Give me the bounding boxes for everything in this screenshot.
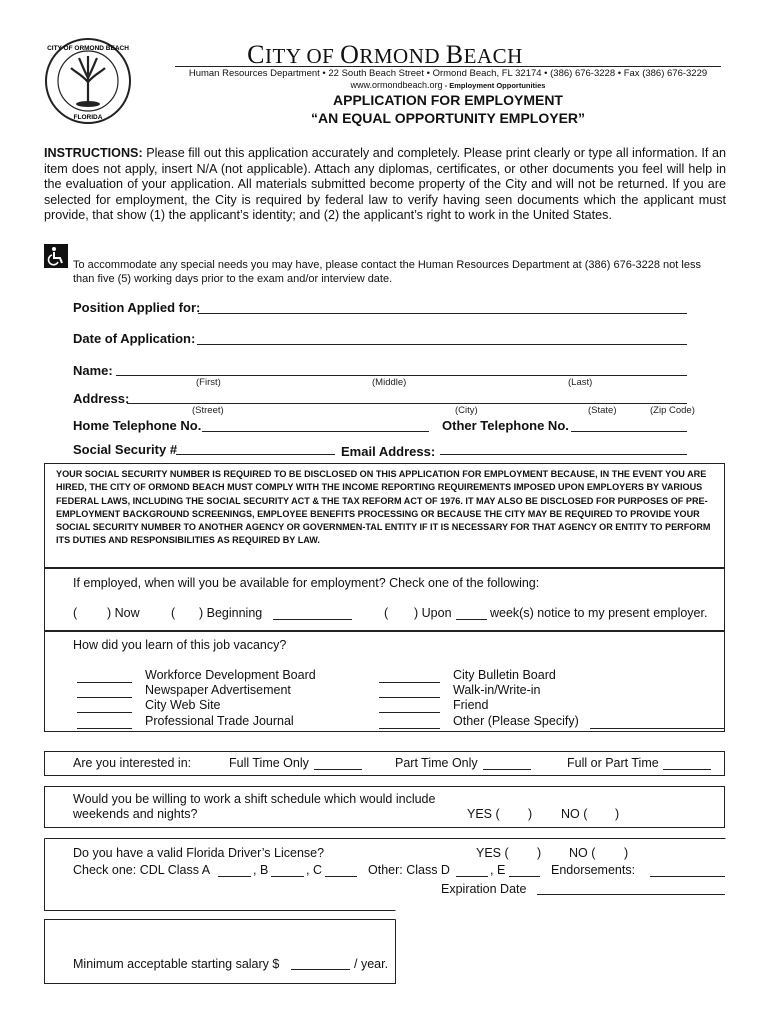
address-label: Address: <box>73 391 130 406</box>
now-open-paren: ( <box>73 606 78 620</box>
cdl-class-a-field[interactable] <box>218 876 251 877</box>
shift-yes-close: ) <box>528 807 533 821</box>
class-e-label: , E <box>490 863 506 877</box>
availability-question: If employed, when will you be available for employment? Check one of the following: <box>73 576 540 590</box>
license-yes-checkbox[interactable]: YES ( <box>476 846 509 860</box>
home-phone-label: Home Telephone No. <box>73 418 202 433</box>
beginning-checkbox[interactable]: ) Beginning <box>199 606 263 620</box>
website-link[interactable]: www.ormondbeach.org <box>350 80 443 90</box>
beginning-open-paren: ( <box>171 606 176 620</box>
vacancy-option: Newspaper Advertisement <box>145 683 291 697</box>
vacancy-option: Other (Please Specify) <box>453 714 579 728</box>
ssn-label: Social Security # <box>73 442 178 457</box>
instructions: INSTRUCTIONS: Please fill out this application accurately and completely. Please print clearly or type all information. If an item does not apply, insert N/A (not applicable). Attach any diplomas, certificates, or other documents you feel will help in the evaluation of your application. All materials submitted become property of the City and will not be returned. If you are selected for employment, the City is required by federal law to verify having seen documents which the applicant must provide, that show (1) the applicant’s identity; and (2) the applicant’s right to work in the United States. <box>44 146 726 223</box>
vacancy-option: City Web Site <box>145 698 221 712</box>
vacancy-option: Friend <box>453 698 489 712</box>
either-option: Full or Part Time <box>567 756 659 770</box>
shift-question: Would you be willing to work a shift schedule which would include <box>73 792 436 806</box>
shift-question-2: weekends and nights? <box>73 807 198 821</box>
cdl-class-b-field[interactable] <box>271 876 304 877</box>
upon-checkbox[interactable]: ) Upon <box>414 606 452 620</box>
salary-label: Minimum acceptable starting salary $ <box>73 957 280 971</box>
vacancy-question: How did you learn of this job vacancy? <box>73 638 287 652</box>
part-time-option: Part Time Only <box>395 756 478 770</box>
cdl-label: Check one: CDL Class A <box>73 863 211 877</box>
class-e-field[interactable] <box>509 876 540 877</box>
ssn-notice: YOUR SOCIAL SECURITY NUMBER IS REQUIRED TO BE DISCLOSED ON THIS APPLICATION FOR EMPLOYMENT BECAUSE, IN THE EVENT YOU ARE HIRED, THE CITY OF ORMOND BEACH MUST COMPLY WITH THE INCOME REPORTING REQUIREMENTS IMPOSED UPON EMPLOYERS BY VARIOUS FEDERAL LAWS, INCLUDING THE SOCIAL SECURITY ACT & THE TAX REFORM ACT OF 1976. IT MAY ALSO BE DISCLOSED FOR PURPOSES OF PRE-EMPLOYMENT BACKGROUND SCREENINGS, EMPLOYEE BENEFITS PROCESSING OR BECAUSE THE CITY MAY BE REQUIRED TO PROVIDE YOUR SOCIAL SECURITY NUMBER TO ANOTHER AGENCY OR GOVERNMEN-TAL ENTITY IF IT IS NECESSARY FOR THAT AGENCY OR ENTITY TO PERFORM ITS DUTIES AND RESPONSIBILITIES AS REQUIRED BY LAW. <box>44 463 725 568</box>
eeo-title: “AN EQUAL OPPORTUNITY EMPLOYER” <box>310 110 586 126</box>
upon-open-paren: ( <box>384 606 389 620</box>
ada-notice: To accommodate any special needs you may have, please contact the Human Resources Department at (386) 676-3228 not less than five (5) working days prior to the exam and/or interview date. <box>73 259 701 285</box>
city-title: CITY OF ORMOND BEACH <box>247 40 523 69</box>
email-label: Email Address: <box>341 444 436 459</box>
class-d-field[interactable] <box>456 876 488 877</box>
salary-suffix: / year. <box>354 957 389 971</box>
date-label: Date of Application: <box>73 331 196 346</box>
license-question: Do you have a valid Florida Driver’s License? <box>73 846 325 860</box>
website-line: www.ormondbeach.org - Employment Opportunities <box>350 80 546 90</box>
expiration-label: Expiration Date <box>441 882 527 896</box>
upon-suffix: week(s) notice to my present employer. <box>490 606 708 620</box>
cdl-class-c-field[interactable] <box>325 876 357 877</box>
license-no-checkbox[interactable]: NO ( <box>569 846 596 860</box>
license-no-close: ) <box>624 846 629 860</box>
vacancy-option: City Bulletin Board <box>453 668 556 682</box>
interest-label: Are you interested in: <box>73 756 192 770</box>
other-class-label: Other: Class D <box>368 863 450 877</box>
vacancy-option: Workforce Development Board <box>145 668 316 682</box>
position-label: Position Applied for: <box>73 300 201 315</box>
vacancy-option: Walk-in/Write-in <box>453 683 541 697</box>
addr-state-caption: (State) <box>588 405 617 416</box>
addr-street-caption: (Street) <box>192 405 224 416</box>
svg-text:FLORIDA: FLORIDA <box>73 114 103 121</box>
cdl-b-label: , B <box>253 863 269 877</box>
license-yes-close: ) <box>537 846 542 860</box>
full-time-option: Full Time Only <box>229 756 309 770</box>
name-middle-caption: (Middle) <box>372 377 407 388</box>
hr-contact-line: Human Resources Department • 22 South Beach Street • Ormond Beach, FL 32174 • (386) 676-3228 • Fax (386) 676-3229 <box>188 68 708 79</box>
shift-no-close: ) <box>615 807 620 821</box>
cdl-c-label: , C <box>306 863 322 877</box>
name-label: Name: <box>73 363 113 378</box>
form-title: APPLICATION FOR EMPLOYMENT <box>333 92 563 108</box>
addr-city-caption: (City) <box>455 405 478 416</box>
svg-text:CITY OF ORMOND BEACH: CITY OF ORMOND BEACH <box>47 45 129 52</box>
expiration-field[interactable] <box>537 894 725 895</box>
addr-zip-caption: (Zip Code) <box>650 405 695 416</box>
now-checkbox[interactable]: ) Now <box>107 606 140 620</box>
name-last-caption: (Last) <box>568 377 593 388</box>
salary-field[interactable] <box>291 969 350 970</box>
shift-yes-checkbox[interactable]: YES ( <box>467 807 500 821</box>
endorsements-label: Endorsements: <box>551 863 636 877</box>
vacancy-option: Professional Trade Journal <box>145 714 294 728</box>
other-phone-label: Other Telephone No. <box>442 418 569 433</box>
endorsements-field[interactable] <box>650 876 725 877</box>
shift-no-checkbox[interactable]: NO ( <box>561 807 588 821</box>
name-first-caption: (First) <box>196 377 221 388</box>
